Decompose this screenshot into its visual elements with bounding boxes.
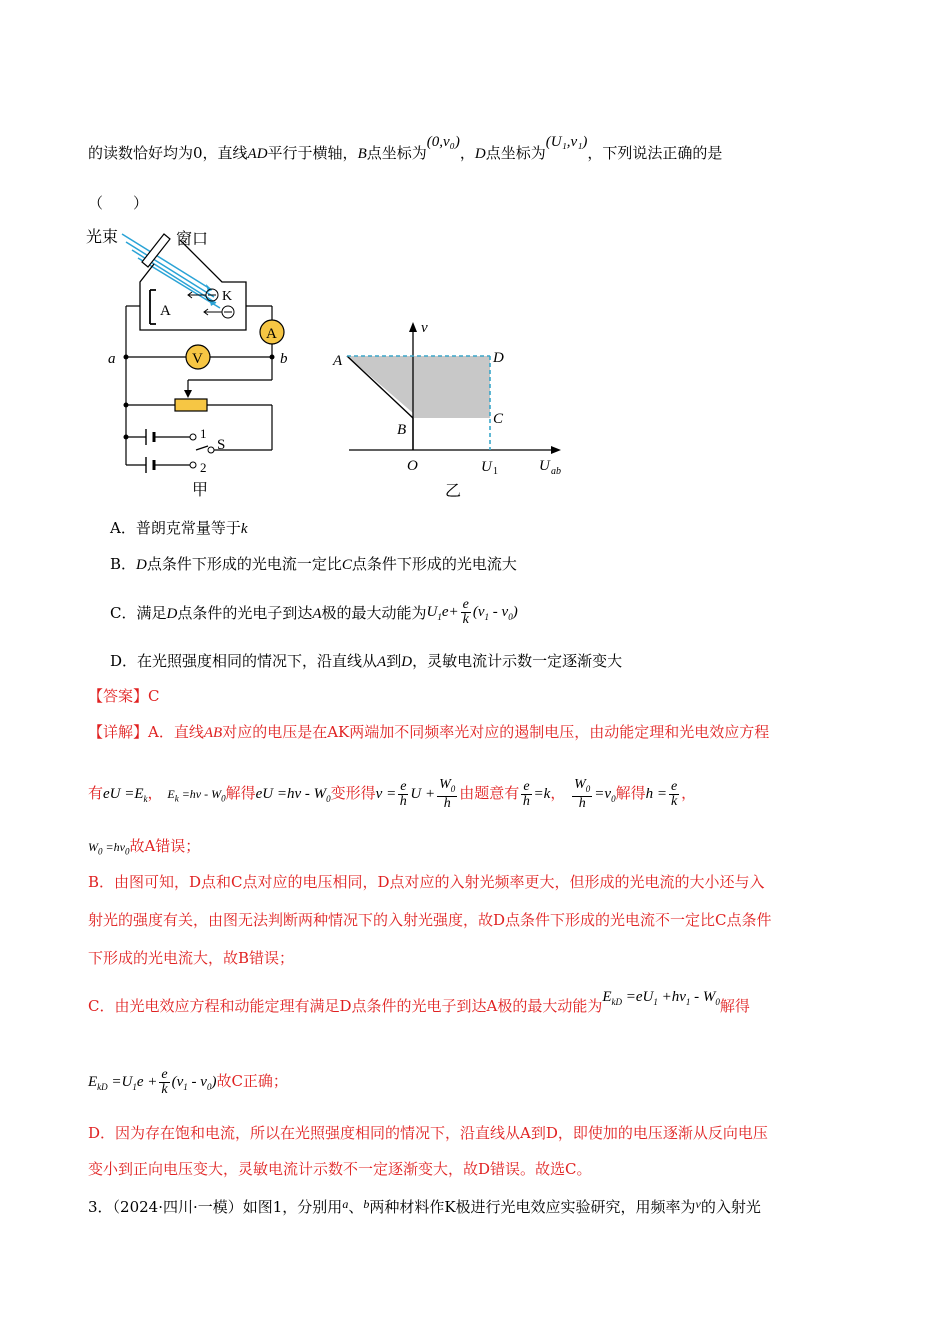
option-text: 到	[386, 652, 402, 670]
option-text: 点条件下形成的光电流大	[351, 555, 517, 573]
detail-d-line-1: D．因为存在饱和电流，所以在光照强度相同的情况下，沿直线从A到D，即使加的电压逐渐从反向电压	[88, 1124, 768, 1142]
point-c: C	[493, 411, 504, 427]
x-axis-sub: ab	[551, 466, 561, 477]
option-b	[110, 553, 517, 576]
detail-text: ，	[550, 783, 566, 802]
question-text: 、	[348, 1198, 364, 1216]
switch-pos-1: 1	[200, 426, 207, 441]
question-text: （2024·四川·一模）如图1，分别用	[112, 1198, 343, 1216]
detail-ab: AB	[203, 725, 223, 741]
frequency-symbol: ν	[695, 1197, 701, 1211]
option-text: B．	[110, 555, 137, 573]
intro-text: 点坐标为	[485, 144, 546, 162]
u1-sub: 1	[493, 466, 498, 477]
detail-text: 有	[88, 783, 104, 802]
option-a-letter: A	[312, 605, 322, 622]
intro-d: D	[474, 146, 486, 162]
material-b: b	[363, 1197, 370, 1211]
detail-c-line-1	[88, 989, 750, 1023]
detail-text: 解得	[719, 997, 750, 1015]
intro-line	[88, 134, 723, 165]
ammeter-label: A	[266, 326, 277, 342]
detail-text: A．直线	[148, 723, 204, 741]
detail-text: ，	[147, 783, 163, 802]
formula-ekd-1: $E_{kD} =eU_1 +h\nu_1 - W_0$	[602, 989, 720, 1007]
answer-paren: （ ）	[88, 194, 149, 212]
shaded-region	[347, 356, 490, 418]
formula-nu: ν = $\frac{e}{h}$ U + $\frac{W_0}{h}$	[375, 777, 456, 811]
voltmeter-label: V	[192, 351, 203, 367]
switch-pos-2: 2	[200, 460, 207, 475]
option-k: k	[240, 521, 248, 537]
option-a	[110, 517, 248, 540]
rheostat	[175, 399, 207, 411]
formula-ek-max: $U_1e+$ $\frac{e}{k}$ $(\nu_1 - \nu_0)$	[426, 597, 518, 627]
detail-text: 由题意有	[459, 783, 520, 802]
option-text: C．满足	[110, 603, 167, 622]
detail-text: 故A错误；	[129, 837, 201, 855]
nu-u-graph	[325, 318, 575, 500]
option-d	[110, 650, 622, 673]
option-text: ，灵敏电流计示数一定逐渐变大	[412, 652, 623, 670]
label-light-beam: 光束	[86, 227, 119, 246]
option-c	[110, 597, 518, 630]
formula-e-h-k: $\frac{e}{h}$ =k	[522, 778, 551, 809]
detail-text: 变形得	[330, 783, 376, 802]
formula-eu-ek: eU $=E_k$	[103, 785, 148, 804]
formula-w0: $W_0 =h\nu_0$	[88, 840, 130, 857]
x-axis-label: U	[539, 458, 550, 474]
figure1-caption: 甲	[192, 480, 209, 499]
detail-label: 【详解】	[88, 723, 149, 741]
b-coordinate: (0,ν₀)	[426, 134, 460, 150]
option-text: 点条件下形成的光电流一定比	[146, 555, 342, 573]
intro-text: 点坐标为	[366, 144, 427, 162]
label-cathode: K	[222, 289, 233, 304]
detail-text: 解得	[225, 783, 256, 802]
detail-line-1	[88, 721, 769, 744]
question-text: 的入射光	[700, 1198, 761, 1216]
option-c: C	[341, 557, 352, 573]
question-number: 3．	[88, 1198, 113, 1216]
label-anode: A	[160, 303, 171, 319]
detail-line-3	[88, 835, 200, 862]
answer-line	[88, 685, 160, 707]
point-a: A	[333, 353, 343, 369]
node-b-label: b	[280, 351, 288, 367]
option-a-letter: A	[377, 654, 387, 670]
detail-text: 对应的电压是在AK两端加不同频率光对应的遏制电压，由动能定理和光电效应方程	[222, 723, 770, 741]
point-b: B	[397, 422, 407, 438]
formula-eu-hv: eU $=h\nu - W_0$	[255, 785, 331, 804]
d-coordinate: (U₁,ν₁)	[545, 134, 588, 150]
question-text: 两种材料作K极进行光电效应实验研究，用频率为	[369, 1198, 696, 1216]
detail-b-line-1: B．由图可知，D点和C点对应的电压相同，D点对应的入射光频率更大，但形成的光电流的大小还与入	[88, 873, 765, 891]
y-axis-label: ν	[421, 320, 428, 336]
option-text: D．在光照强度相同的情况下，沿直线从	[110, 652, 378, 670]
circuit-diagram	[80, 220, 310, 505]
formula-w0-h: $\frac{W_0}{h}$ $=\nu_0$	[574, 777, 616, 811]
formula-h: h = $\frac{e}{k}$	[645, 778, 678, 809]
detail-d-line-2: 变小到正向电压变大，灵敏电流计示数不一定逐渐变大，故D错误。故选C。	[88, 1160, 592, 1178]
option-d: D	[166, 605, 178, 622]
option-text: A．普朗克常量等于	[110, 519, 241, 537]
answer-label: 【答案】	[88, 687, 149, 705]
formula-ek-hv: $E_k =h\nu - W_0$	[167, 786, 226, 804]
label-window: 窗口	[176, 229, 209, 248]
detail-text: 解得	[615, 783, 646, 802]
switch-label: S	[217, 437, 226, 453]
node-a-label: a	[108, 351, 116, 367]
origin-label: O	[407, 458, 418, 474]
intro-ad: AD	[247, 146, 268, 162]
detail-b-line-3: 下形成的光电流大，故B错误；	[88, 949, 295, 967]
figure2-caption: 乙	[445, 481, 462, 500]
intro-text: ，	[459, 144, 475, 162]
u1-label: U	[481, 459, 492, 475]
detail-text: ，	[681, 783, 697, 802]
detail-b-line-2: 射光的强度有关，由图无法判断两种情况下的入射光强度，故D点条件下形成的光电流不一定比C点条件	[88, 911, 772, 929]
option-text: 点条件的光电子到达	[177, 603, 313, 622]
option-d: D	[136, 557, 147, 573]
detail-text: C．由光电效应方程和动能定理有满足D点条件的光电子到达A极的最大动能为	[88, 997, 603, 1015]
point-d: D	[493, 350, 504, 366]
option-text: 极的最大动能为	[321, 603, 427, 622]
answer-value: C	[148, 687, 160, 705]
intro-text: 平行于横轴，	[267, 144, 358, 162]
intro-b: B	[357, 146, 367, 162]
intro-text: 的读数恰好均为0，直线	[88, 144, 248, 162]
formula-ekd-2: $E_{kD} =U_1e$ + $\frac{e}{k}$ $(\nu_1 - \nu_0)$	[88, 1067, 217, 1097]
next-question	[88, 1196, 761, 1219]
detail-text: 故C正确；	[216, 1071, 288, 1090]
detail-line-2	[88, 778, 696, 811]
intro-text: ，下列说法正确的是	[587, 144, 723, 162]
detail-c-line-2	[88, 1068, 288, 1098]
material-a: a	[342, 1197, 349, 1211]
option-d: D	[401, 654, 413, 670]
